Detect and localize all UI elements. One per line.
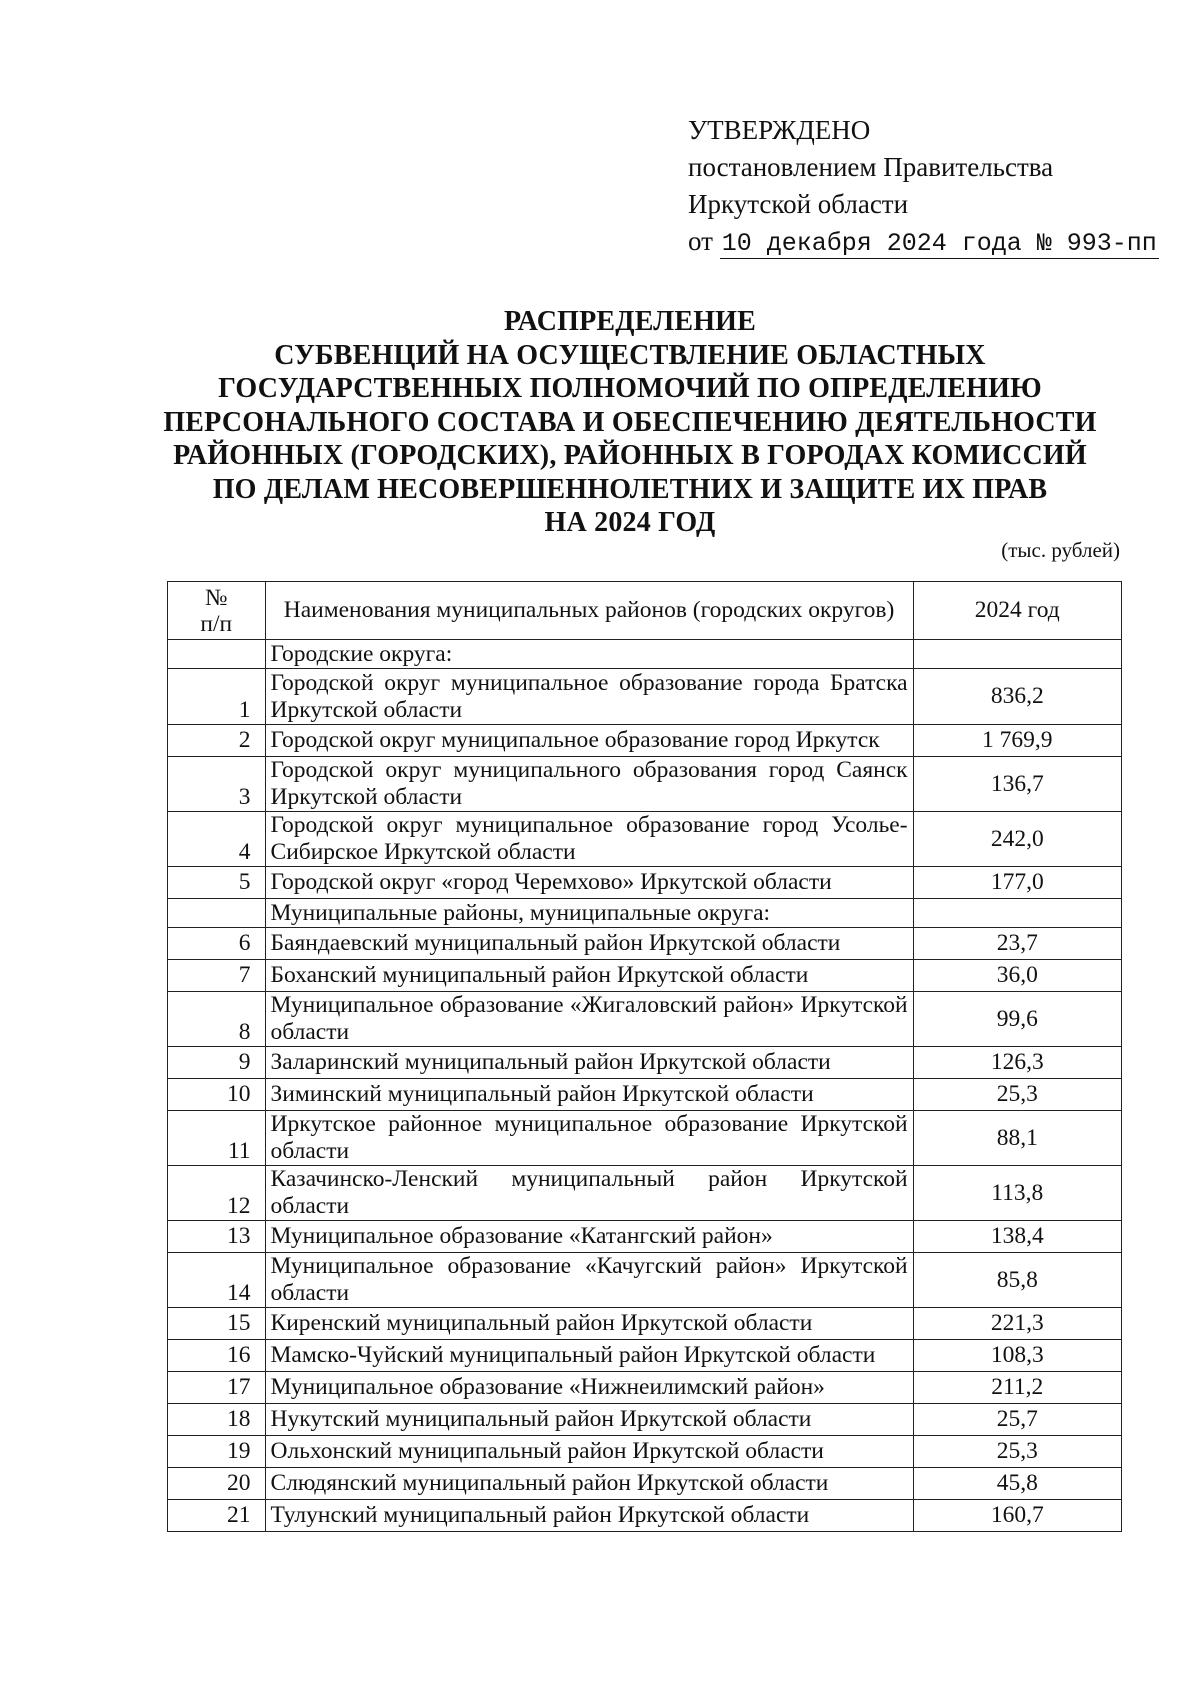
row-value: 45,8 (913, 1468, 1121, 1500)
row-number: 13 (168, 1221, 266, 1253)
table-row (168, 1308, 1122, 1340)
row-value: 108,3 (913, 1340, 1121, 1372)
row-value: 242,0 (913, 812, 1121, 867)
row-number: 16 (168, 1340, 266, 1372)
title-line-6: ПО ДЕЛАМ НЕСОВЕРШЕННОЛЕТНИХ И ЗАЩИТЕ ИХ ПРАВ (212, 473, 1048, 505)
table-row (168, 1340, 1122, 1372)
row-value: 88,1 (913, 1111, 1121, 1166)
row-name: Городской округ муниципальное образование города Братска Иркутской области (265, 669, 913, 725)
table-row (168, 757, 1122, 812)
row-value: 211,2 (913, 1372, 1121, 1404)
row-name: Нукутский муниципальный район Иркутской области (265, 1404, 913, 1436)
title-line-5: РАЙОННЫХ (ГОРОДСКИХ), РАЙОННЫХ В ГОРОДАХ КОМИССИЙ (173, 440, 1087, 471)
section-label: Городские округа: (265, 640, 913, 669)
table-row (168, 867, 1122, 899)
row-name: Слюдянский муниципальный район Иркутской области (265, 1468, 913, 1500)
header-number (168, 582, 266, 640)
table-row (168, 1111, 1122, 1166)
row-name: Тулунский муниципальный район Иркутской области (265, 1500, 913, 1532)
row-number: 12 (168, 1166, 266, 1221)
row-name: Муниципальное образование «Жигаловский район» Иркутской области (265, 992, 913, 1047)
row-value: 99,6 (913, 992, 1121, 1047)
approval-decree: постановлением Правительства (688, 152, 1054, 182)
approval-prefix: от (688, 226, 713, 256)
header-number-line1: № (205, 584, 228, 611)
table-row (168, 812, 1122, 867)
approval-date-line (688, 223, 1159, 262)
row-number: 9 (168, 1047, 266, 1079)
table-row (168, 928, 1122, 960)
row-name: Городской округ муниципальное образование город Усолье-Сибирское Иркутской области (265, 812, 913, 867)
section-number-cell (168, 899, 266, 928)
row-value: 177,0 (913, 867, 1121, 899)
section-label: Муниципальные районы, муниципальные округа: (265, 899, 913, 928)
units-note: (тыс. рублей) (1001, 538, 1120, 562)
row-name: Городской округ «город Черемхово» Иркутской области (265, 867, 913, 899)
approval-stamp (688, 112, 1159, 262)
row-number: 4 (168, 812, 266, 867)
table-row (168, 1500, 1122, 1532)
title-line-1: РАСПРЕДЕЛЕНИЕ (503, 306, 757, 337)
row-value: 25,3 (913, 1079, 1121, 1111)
row-value: 85,8 (913, 1253, 1121, 1308)
row-name: Городской округ муниципальное образование город Иркутск (265, 725, 913, 757)
row-name: Казачинско-Ленский муниципальный район Иркутской области (265, 1166, 913, 1221)
row-number: 21 (168, 1500, 266, 1532)
row-number: 17 (168, 1372, 266, 1404)
table-row (168, 1047, 1122, 1079)
row-name: Киренский муниципальный район Иркутской области (265, 1308, 913, 1340)
table-header-row (168, 582, 1122, 640)
row-value: 221,3 (913, 1308, 1121, 1340)
row-value: 36,0 (913, 960, 1121, 992)
table-body (168, 640, 1122, 1532)
row-number: 8 (168, 992, 266, 1047)
distribution-table (167, 581, 1122, 1532)
title-line-7: НА 2024 ГОД (544, 507, 716, 538)
table-row (168, 1253, 1122, 1308)
approval-date-number: 10 декабря 2024 года № 993-пп (721, 229, 1157, 258)
row-value: 160,7 (913, 1500, 1121, 1532)
row-number: 14 (168, 1253, 266, 1308)
row-value: 113,8 (913, 1166, 1121, 1221)
row-number: 2 (168, 725, 266, 757)
title-line-2: СУБВЕНЦИЙ НА ОСУЩЕСТВЛЕНИЕ ОБЛАСТНЫХ (274, 339, 986, 371)
row-number: 20 (168, 1468, 266, 1500)
row-name: Муниципальное образование «Катангский район» (265, 1221, 913, 1253)
row-number: 3 (168, 757, 266, 812)
row-name: Зиминский муниципальный район Иркутской области (265, 1079, 913, 1111)
table-row (168, 1221, 1122, 1253)
title-line-4: ПЕРСОНАЛЬНОГО СОСТАВА И ОБЕСПЕЧЕНИЮ ДЕЯТЕЛЬНОСТИ (163, 406, 1097, 438)
row-number: 10 (168, 1079, 266, 1111)
section-row-municipal-districts (168, 899, 1122, 928)
row-name: Ольхонский муниципальный район Иркутской области (265, 1436, 913, 1468)
row-value: 138,4 (913, 1221, 1121, 1253)
header-year: 2024 год (913, 582, 1121, 640)
row-value: 836,2 (913, 669, 1121, 725)
table-row (168, 1079, 1122, 1111)
row-value: 1 769,9 (913, 725, 1121, 757)
row-value: 23,7 (913, 928, 1121, 960)
row-name: Баяндаевский муниципальный район Иркутской области (265, 928, 913, 960)
row-name: Мамско-Чуйский муниципальный район Иркутской области (265, 1340, 913, 1372)
row-name: Муниципальное образование «Нижнеилимский район» (265, 1372, 913, 1404)
row-number: 6 (168, 928, 266, 960)
approval-region: Иркутской области (688, 189, 909, 219)
table-row (168, 992, 1122, 1047)
row-name: Городской округ муниципального образования город Саянск Иркутской области (265, 757, 913, 812)
row-number: 5 (168, 867, 266, 899)
header-name: Наименования муниципальных районов (городских округов) (265, 582, 913, 640)
row-value: 25,7 (913, 1404, 1121, 1436)
header-number-line2: п/п (200, 610, 233, 637)
row-number: 11 (168, 1111, 266, 1166)
row-value: 136,7 (913, 757, 1121, 812)
row-number: 19 (168, 1436, 266, 1468)
row-name: Заларинский муниципальный район Иркутской области (265, 1047, 913, 1079)
row-number: 15 (168, 1308, 266, 1340)
table-row (168, 1436, 1122, 1468)
row-number: 7 (168, 960, 266, 992)
section-row-city-districts (168, 640, 1122, 669)
table-row (168, 1404, 1122, 1436)
row-value: 126,3 (913, 1047, 1121, 1079)
section-value-cell (913, 899, 1121, 928)
table-row (168, 1468, 1122, 1500)
section-number-cell (168, 640, 266, 669)
approval-heading: УТВЕРЖДЕНО (688, 115, 871, 145)
table-row (168, 669, 1122, 725)
table-row (168, 1372, 1122, 1404)
table-row (168, 725, 1122, 757)
table-row (168, 1166, 1122, 1221)
row-name: Боханский муниципальный район Иркутской области (265, 960, 913, 992)
document-title (130, 305, 1130, 540)
section-value-cell (913, 640, 1121, 669)
row-number: 18 (168, 1404, 266, 1436)
row-name: Муниципальное образование «Качугский район» Иркутской области (265, 1253, 913, 1308)
table-row (168, 960, 1122, 992)
row-name: Иркутское районное муниципальное образование Иркутской области (265, 1111, 913, 1166)
title-line-3: ГОСУДАРСТВЕННЫХ ПОЛНОМОЧИЙ ПО ОПРЕДЕЛЕНИЮ (218, 373, 1042, 404)
row-number: 1 (168, 669, 266, 725)
row-value: 25,3 (913, 1436, 1121, 1468)
